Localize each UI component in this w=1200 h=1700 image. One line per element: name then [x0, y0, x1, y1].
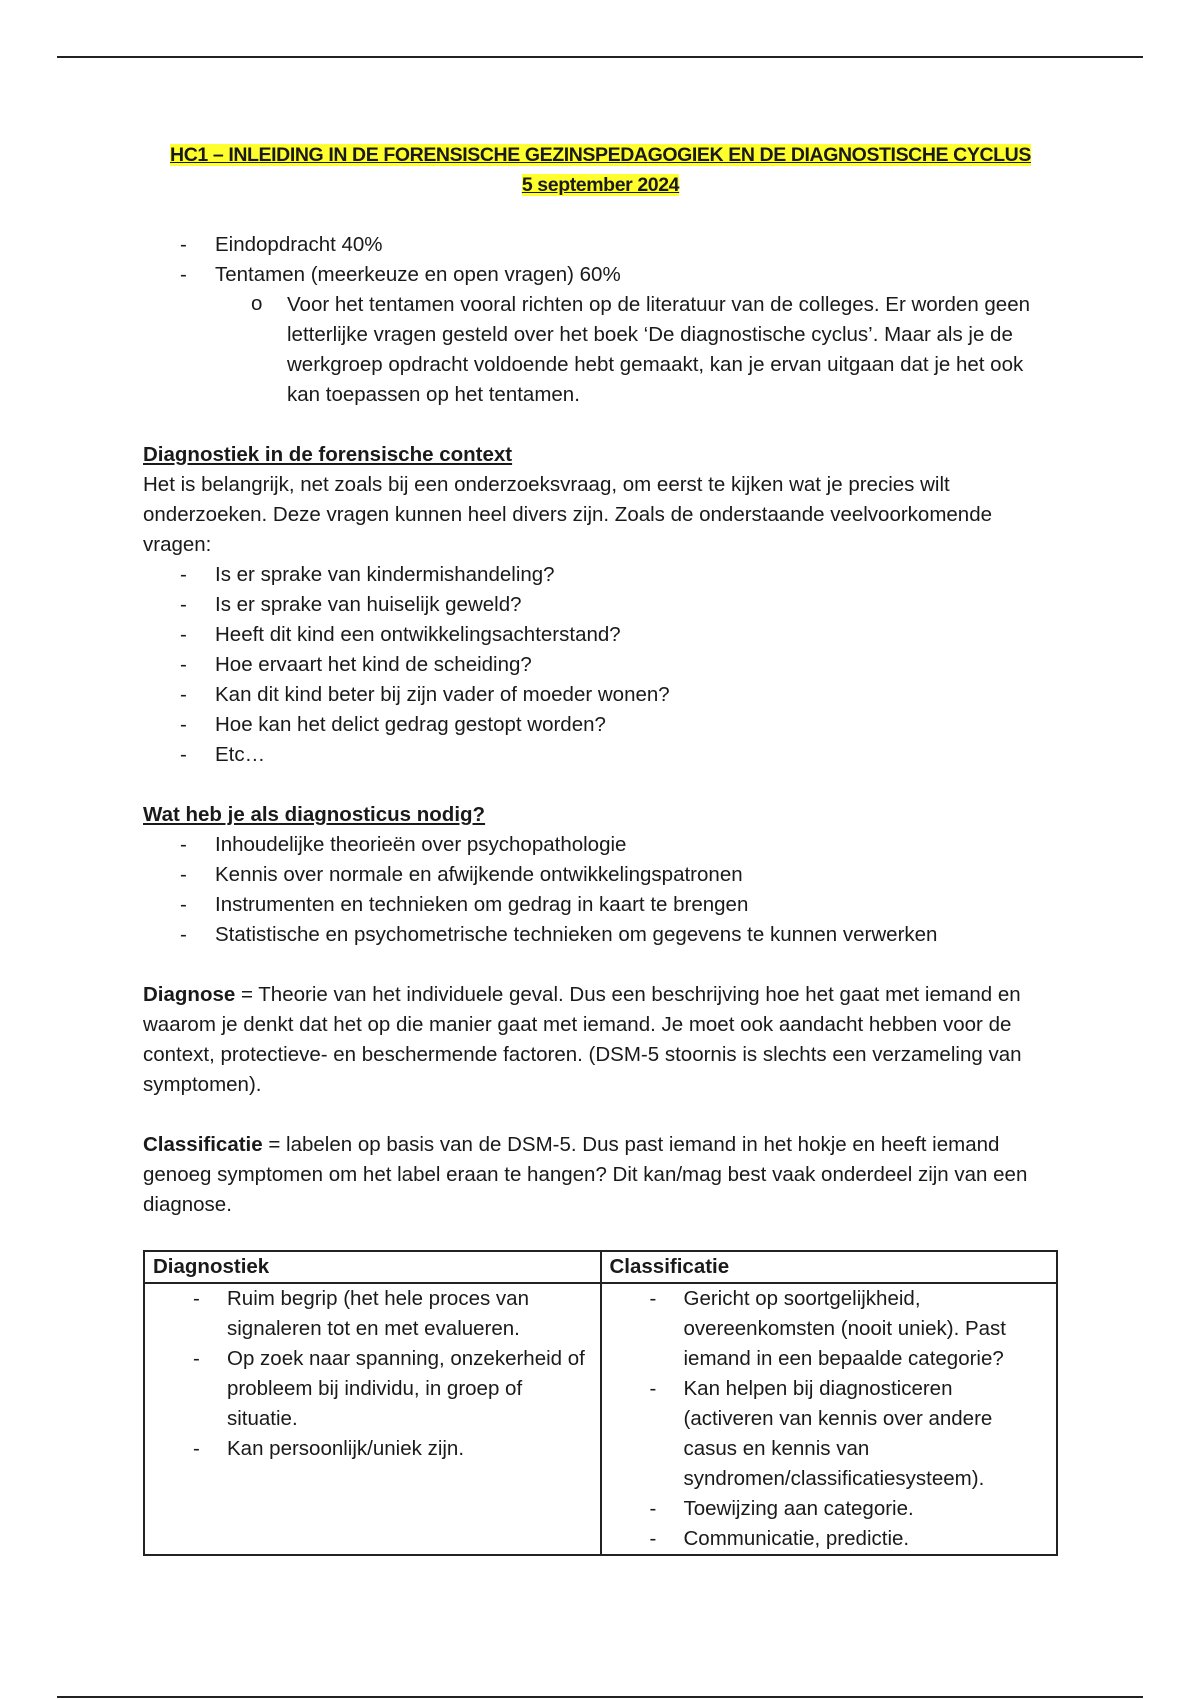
- diagnose-term: Diagnose: [143, 983, 236, 1006]
- table-cell-classificatie: [601, 1283, 1058, 1555]
- list-item: - Inhoudelijke theorieën over psychopathologie: [143, 830, 1058, 860]
- table-header-diagnostiek: Diagnostiek: [144, 1251, 601, 1283]
- document-title-block: [143, 140, 1058, 200]
- forensic-questions-list: [143, 560, 1058, 770]
- comparison-table: [143, 1250, 1058, 1556]
- list-item: - Instrumenten en technieken om gedrag in kaart te brengen: [143, 890, 1058, 920]
- list-item: o Voor het tentamen vooral richten op de literatuur van de colleges. Er worden geen letterlijke vragen gesteld over het boek ‘De diagnostische cyclus’. Maar als je de werkgroep opdracht voldoende hebt gemaakt, kan je ervan uitgaan dat je het ook kan toepassen op het tentamen.: [215, 290, 1058, 410]
- document-title: HC1 – INLEIDING IN DE FORENSISCHE GEZINSPEDAGOGIEK EN DE DIAGNOSTISCHE CYCLUS: [170, 144, 1031, 166]
- needs-list: [143, 830, 1058, 950]
- list-item: - Op zoek naar spanning, onzekerheid of probleem bij individu, in groep of situatie.: [153, 1344, 592, 1434]
- page-top-rule: [57, 56, 1143, 58]
- classificatie-text: = labelen op basis van de DSM-5. Dus past iemand in het hokje en heeft iemand genoeg symptomen om het label eraan te hangen? Dit kan/mag best vaak onderdeel zijn van een diagnose.: [143, 1133, 1028, 1216]
- list-item: - Is er sprake van huiselijk geweld?: [143, 590, 1058, 620]
- list-item: - Hoe ervaart het kind de scheiding?: [143, 650, 1058, 680]
- classificatie-definition: [143, 1130, 1058, 1220]
- list-item: - Heeft dit kind een ontwikkelingsachterstand?: [143, 620, 1058, 650]
- list-item: - Kennis over normale en afwijkende ontwikkelingspatronen: [143, 860, 1058, 890]
- list-item: - Kan helpen bij diagnosticeren (activeren van kennis over andere casus en kennis van syndromen/classificatiesysteem).: [610, 1374, 1049, 1494]
- diagnose-text: = Theorie van het individuele geval. Dus een beschrijving hoe het gaat met iemand en waarom je denkt dat het op die manier gaat met iemand. Je moet ook aandacht hebben voor de context, protectieve- en beschermende factoren. (DSM-5 stoornis is slechts een verzameling van symptomen).: [143, 983, 1022, 1096]
- diagnostiek-list: [153, 1284, 592, 1464]
- list-item: - Statistische en psychometrische technieken om gegevens te kunnen verwerken: [143, 920, 1058, 950]
- table-cell-diagnostiek: [144, 1283, 601, 1555]
- list-item: - Communicatie, predictie.: [610, 1524, 1049, 1554]
- table-header-classificatie: Classificatie: [601, 1251, 1058, 1283]
- diagnose-definition: [143, 980, 1058, 1100]
- list-item: - Hoe kan het delict gedrag gestopt worden?: [143, 710, 1058, 740]
- grading-sub-list: [143, 290, 1058, 410]
- grading-list: [143, 230, 1058, 290]
- document-page: [143, 140, 1058, 1556]
- section-heading-needs: Wat heb je als diagnosticus nodig?: [143, 803, 486, 826]
- forensic-intro: Het is belangrijk, net zoals bij een onderzoeksvraag, om eerst te kijken wat je precies wilt onderzoeken. Deze vragen kunnen heel divers zijn. Zoals de onderstaande veelvoorkomende vragen:: [143, 473, 993, 556]
- classificatie-term: Classificatie: [143, 1133, 263, 1156]
- table-row: [144, 1283, 1057, 1555]
- list-item: - Kan dit kind beter bij zijn vader of moeder wonen?: [143, 680, 1058, 710]
- list-item: - Ruim begrip (het hele proces van signaleren tot en met evalueren.: [153, 1284, 592, 1344]
- list-item: - Toewijzing aan categorie.: [610, 1494, 1049, 1524]
- list-item: - Kan persoonlijk/uniek zijn.: [153, 1434, 592, 1464]
- classificatie-list: [610, 1284, 1049, 1554]
- list-item: - Gericht op soortgelijkheid, overeenkomsten (nooit uniek). Past iemand in een bepaalde categorie?: [610, 1284, 1049, 1374]
- section-heading-forensic: Diagnostiek in de forensische context: [143, 443, 513, 466]
- document-date: 5 september 2024: [521, 174, 680, 196]
- list-item: - Eindopdracht 40%: [143, 230, 1058, 260]
- list-item: - Tentamen (meerkeuze en open vragen) 60%: [143, 260, 1058, 290]
- list-item: - Is er sprake van kindermishandeling?: [143, 560, 1058, 590]
- list-item: - Etc…: [143, 740, 1058, 770]
- page-bottom-rule: [57, 1696, 1143, 1698]
